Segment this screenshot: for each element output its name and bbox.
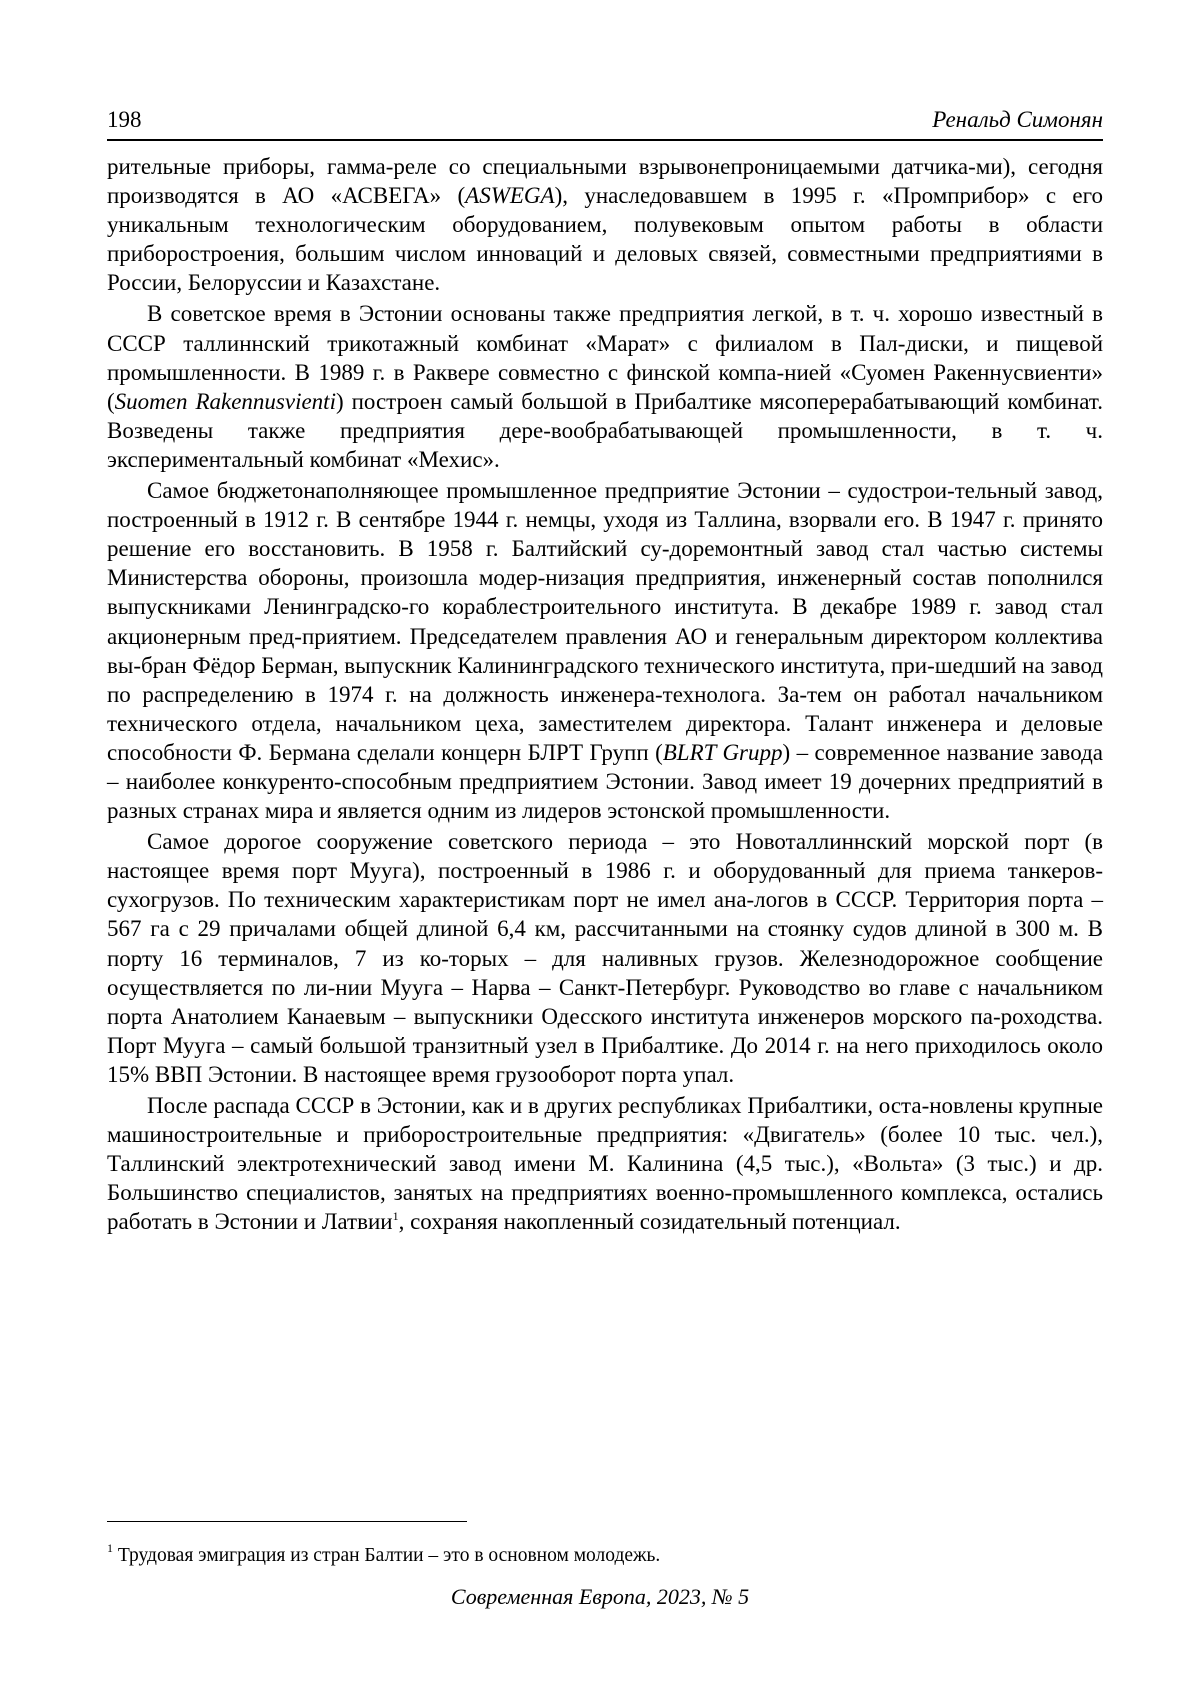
text-run: В советское время в Эстонии основаны также предприятия легкой, в т. ч. хорошо известный в СССР таллиннский трикотажный комбинат «Марат» с филиалом в Пал-диски, и пищевой промышленности. В 1989 г. в Раквере совместно с финской компа-нией «Суомен Ракеннусвиенти» ( <box>107 301 1103 414</box>
italic-term: BLRT Grupp <box>662 739 783 765</box>
text-run: ), унаследовавшем в 1995 г. «Промприбор» с его уникальным технологическим оборудованием, полувековым опытом работы в области приборостроения, большим числом инноваций и деловых связей, совместными предприятиями в России, Белоруссии и Казахстане. <box>107 183 1104 296</box>
footnote-separator <box>107 1521 467 1522</box>
article-body <box>107 152 1103 1236</box>
text-run: , сохраняя накопленный созидательный потенциал. <box>398 1209 901 1235</box>
text-run: Самое бюджетонаполняющее промышленное предприятие Эстонии – судострои-тельный завод, построенный в 1912 г. В сентябре 1944 г. немцы, уходя из Таллина, взорвали его. В 1947 г. принято решение его восстановить. В 1958 г. Балтийский су-доремонтный завод стал частью системы Министерства обороны, произошла модер-низация предприятия, инженерный состав пополнился выпускниками Ленинградско-го кораблестроительного института. В декабре 1989 г. завод стал акционерным пред-приятием. Председателем правления АО и генеральным директором коллектива вы-бран Фёдор Берман, выпускник Калининградского технического института, при-шедший на завод по распределению в 1974 г. на должность инженера-технолога. За-тем он работал начальником технического отдела, начальником цеха, заместителем директора. Талант инженера и деловые способности Ф. Бермана сделали концерн БЛРТ Групп ( <box>107 478 1103 765</box>
footnote-reference: 1 <box>392 1209 399 1224</box>
running-head-author: Ренальд Симонян <box>932 107 1103 132</box>
paragraph <box>107 827 1103 1089</box>
text-run: После распада СССР в Эстонии, как и в других республиках Прибалтики, оста-новлены крупные машиностроительные и приборостроительные предприятия: «Двигатель» (более 10 тыс. чел.), Таллинский электротехнический завод имени М. Калинина (4,5 тыс.), «Вольта» (3 тыс.) и др. Большинство специалистов, занятых на предприятиях военно-промышленного комплекса, остались работать в Эстонии и Латвии <box>107 1093 1103 1235</box>
paragraph <box>107 299 1103 474</box>
paragraph <box>107 152 1103 297</box>
paragraph <box>107 1091 1103 1236</box>
footnote-1 <box>107 1541 1103 1568</box>
italic-term: ASWEGA <box>465 183 555 209</box>
page-header <box>107 103 1103 141</box>
text-run: рительные приборы, гамма-реле со специальными взрывонепроницаемыми датчика-ми), сегодня производятся в АО «АСВЕГА» ( <box>107 154 1103 209</box>
text-run: ) построен самый большой в Прибалтике мясоперерабатывающий комбинат. Возведены также предприятия дере-вообрабатывающей промышленности, в т. ч. экспериментальный комбинат «Мехис». <box>107 388 1103 472</box>
paragraph <box>107 476 1103 825</box>
footnote-text: Трудовая эмиграция из стран Балтии – это в основном молодежь. <box>113 1545 661 1566</box>
text-run: Самое дорогое сооружение советского периода – это Новоталлиннский морской порт (в настоящее время порт Мууга), построенный в 1986 г. и оборудованный для приема танкеров-сухогрузов. По техническим характеристикам порт не имел ана-логов в СССР. Территория порта – 567 га с 29 причалами общей длиной 6,4 км, рассчитанными на стоянку судов длиной в 300 м. В порту 16 терминалов, 7 из ко-торых – для наливных грузов. Железнодорожное сообщение осуществляется по ли-нии Мууга – Нарва – Санкт-Петербург. Руководство во главе с начальником порта Анатолием Канаевым – выпускники Одесского института инженеров морского па-роходства. Порт Мууга – самый большой транзитный узел в Прибалтике. До 2014 г. на него приходилось около 15% ВВП Эстонии. В настоящее время грузооборот порта упал. <box>107 829 1103 1087</box>
text-run: ) – современное название завода – наиболее конкуренто-способным предприятием Эстонии. Завод имеет 19 дочерних предприятий в разных странах мира и является одним из лидеров эстонской промышленности. <box>107 739 1103 824</box>
page-number: 198 <box>107 107 142 132</box>
journal-footer: Современная Европа, 2023, № 5 <box>450 1584 750 1609</box>
italic-term: Suomen Rakennusvienti <box>114 388 336 414</box>
footnote-marker: 1 <box>107 1541 113 1555</box>
